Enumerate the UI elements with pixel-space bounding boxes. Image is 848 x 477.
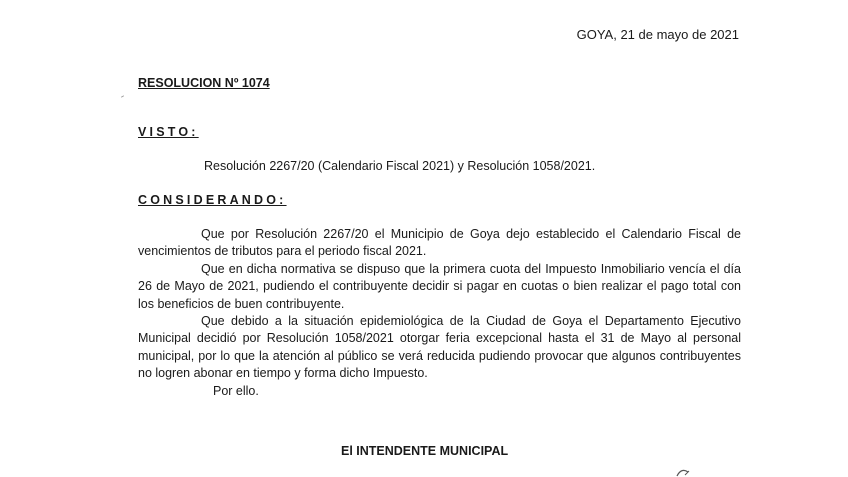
considerando-paragraph: Que en dicha normativa se dispuso que la primera cuota del Impuesto Inmobiliario vencía el día 26 de Mayo de 2021, pudiendo el contribuyente decidir si pagar en cuotas o bien realizar el pago total con los beneficios de buen contribuyente. xyxy=(138,261,741,311)
considerando-body xyxy=(138,226,741,400)
considerando-heading: CONSIDERANDO: xyxy=(138,193,287,207)
visto-heading: VISTO: xyxy=(138,125,199,139)
considerando-paragraph: Que por Resolución 2267/20 el Municipio de Goya dejo establecido el Calendario Fiscal de vencimientos de tributos para el periodo fiscal 2021. xyxy=(138,227,741,259)
visto-text: Resolución 2267/20 (Calendario Fiscal 2021) y Resolución 1058/2021. xyxy=(204,159,596,173)
considerando-paragraph: Que debido a la situación epidemiológica de la Ciudad de Goya el Departamento Ejecutivo Municipal decidió por Resolución 1058/2021 otorgar feria excepcional hasta el 31 de Mayo al personal municipal, por lo que la atención al público se verá reducida pudiendo provocar que algunos contribuyentes no logren abonar en tiempo y forma dicho Impuesto. xyxy=(138,314,741,381)
resolution-title: RESOLUCION Nº 1074 xyxy=(138,76,270,90)
por-ello-text: Por ello. xyxy=(213,383,259,398)
signature-stroke-mark xyxy=(676,468,690,477)
scan-speck xyxy=(121,95,124,97)
intendente-heading: El INTENDENTE MUNICIPAL xyxy=(341,444,509,458)
document-date: GOYA, 21 de mayo de 2021 xyxy=(576,27,739,42)
